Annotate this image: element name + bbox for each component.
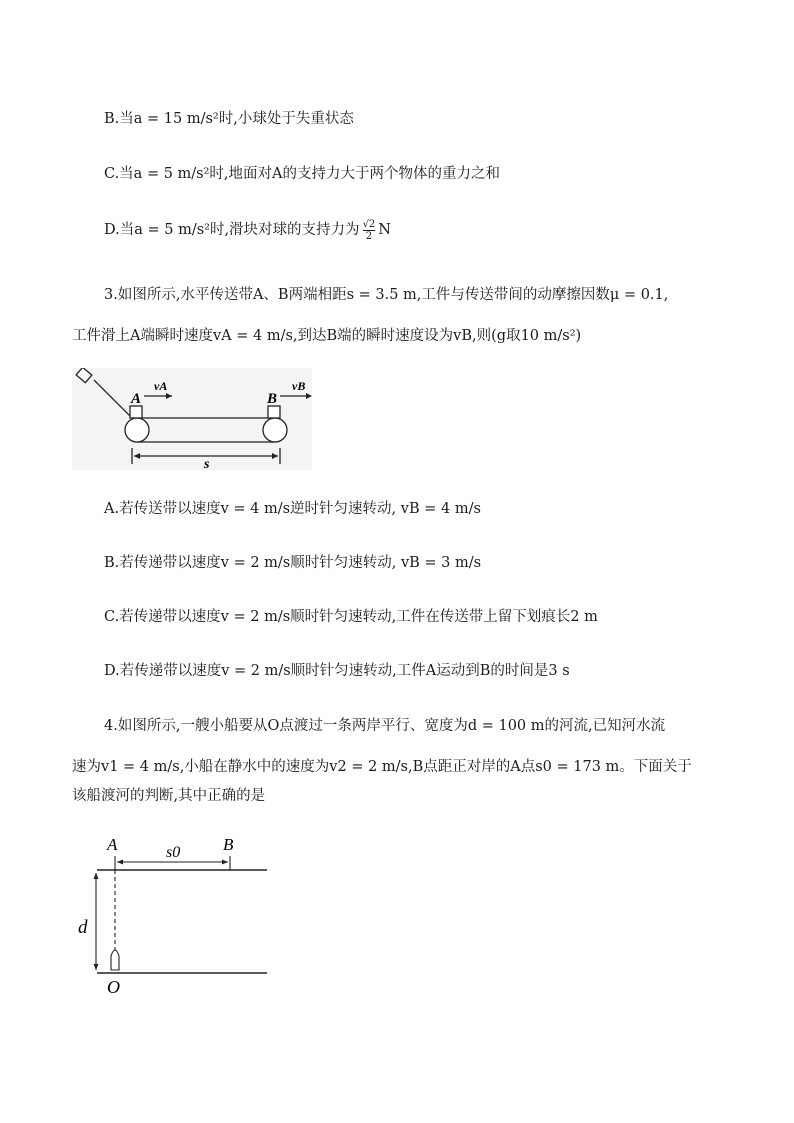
- label-s0: s0: [166, 844, 181, 861]
- right-roller: [263, 418, 287, 442]
- label-s: s: [204, 457, 210, 470]
- fraction-numerator: √2: [362, 218, 376, 230]
- label-vb: vB: [292, 379, 306, 393]
- label-b: B: [267, 391, 278, 407]
- q4-stem-line2: 速为v1 = 4 m/s,小船在静水中的速度为v2 = 2 m/s,B点距正对岸的A点s0 = 173 m。下面关于: [72, 759, 692, 775]
- q3-option-b: B.若传递带以速度v = 2 m/s顺时针匀速转动, vB = 3 m/s: [104, 555, 482, 571]
- boat-icon: [111, 950, 119, 970]
- block-a: [130, 406, 142, 418]
- block-b: [268, 406, 280, 418]
- left-roller: [125, 418, 149, 442]
- label-o: O: [107, 977, 120, 997]
- q2-option-b: B.当a = 15 m/s²时,小球处于失重状态: [104, 111, 354, 127]
- conveyor-belt-figure: [72, 368, 312, 470]
- label-d: d: [78, 917, 88, 938]
- q2-option-d-fraction: [363, 219, 376, 242]
- q3-option-d: D.若传递带以速度v = 2 m/s顺时针匀速转动,工件A运动到B的时间是3 s: [104, 663, 570, 679]
- d-arrowhead-top: [94, 873, 99, 879]
- q4-stem-line3: 该船渡河的判断,其中正确的是: [72, 788, 266, 804]
- s0-arrowhead-right: [222, 860, 228, 865]
- d-arrowhead-bottom: [94, 964, 99, 970]
- q3-option-a: A.若传送带以速度v = 4 m/s逆时针匀速转动, vB = 4 m/s: [104, 501, 481, 517]
- s0-arrowhead-left: [117, 860, 123, 865]
- q3-stem-line1: 3.如图所示,水平传送带A、B两端相距s = 3.5 m,工件与传送带间的动摩擦因数μ = 0.1,: [104, 287, 669, 303]
- q2-option-d: [104, 218, 391, 242]
- river-crossing-figure: [72, 830, 272, 998]
- label-b: B: [223, 835, 234, 854]
- q2-option-d-text: D.当a = 5 m/s²时,滑块对球的支持力为: [104, 222, 360, 238]
- label-a: A: [131, 391, 142, 407]
- q2-option-d-unit: N: [378, 222, 391, 238]
- q2-option-c: C.当a = 5 m/s²时,地面对A的支持力大于两个物体的重力之和: [104, 166, 501, 182]
- q3-option-c: C.若传递带以速度v = 2 m/s顺时针匀速转动,工件在传送带上留下划痕长2 m: [104, 609, 598, 625]
- q4-stem-line1: 4.如图所示,一艘小船要从O点渡过一条两岸平行、宽度为d = 100 m的河流,已知河水流: [104, 718, 666, 734]
- fraction-denominator: 2: [365, 230, 373, 242]
- label-a: A: [107, 835, 118, 854]
- q3-stem-line2: 工件滑上A端瞬时速度vA = 4 m/s,到达B端的瞬时速度设为vB,则(g取10 m/s²): [72, 328, 582, 344]
- label-va: vA: [154, 379, 168, 393]
